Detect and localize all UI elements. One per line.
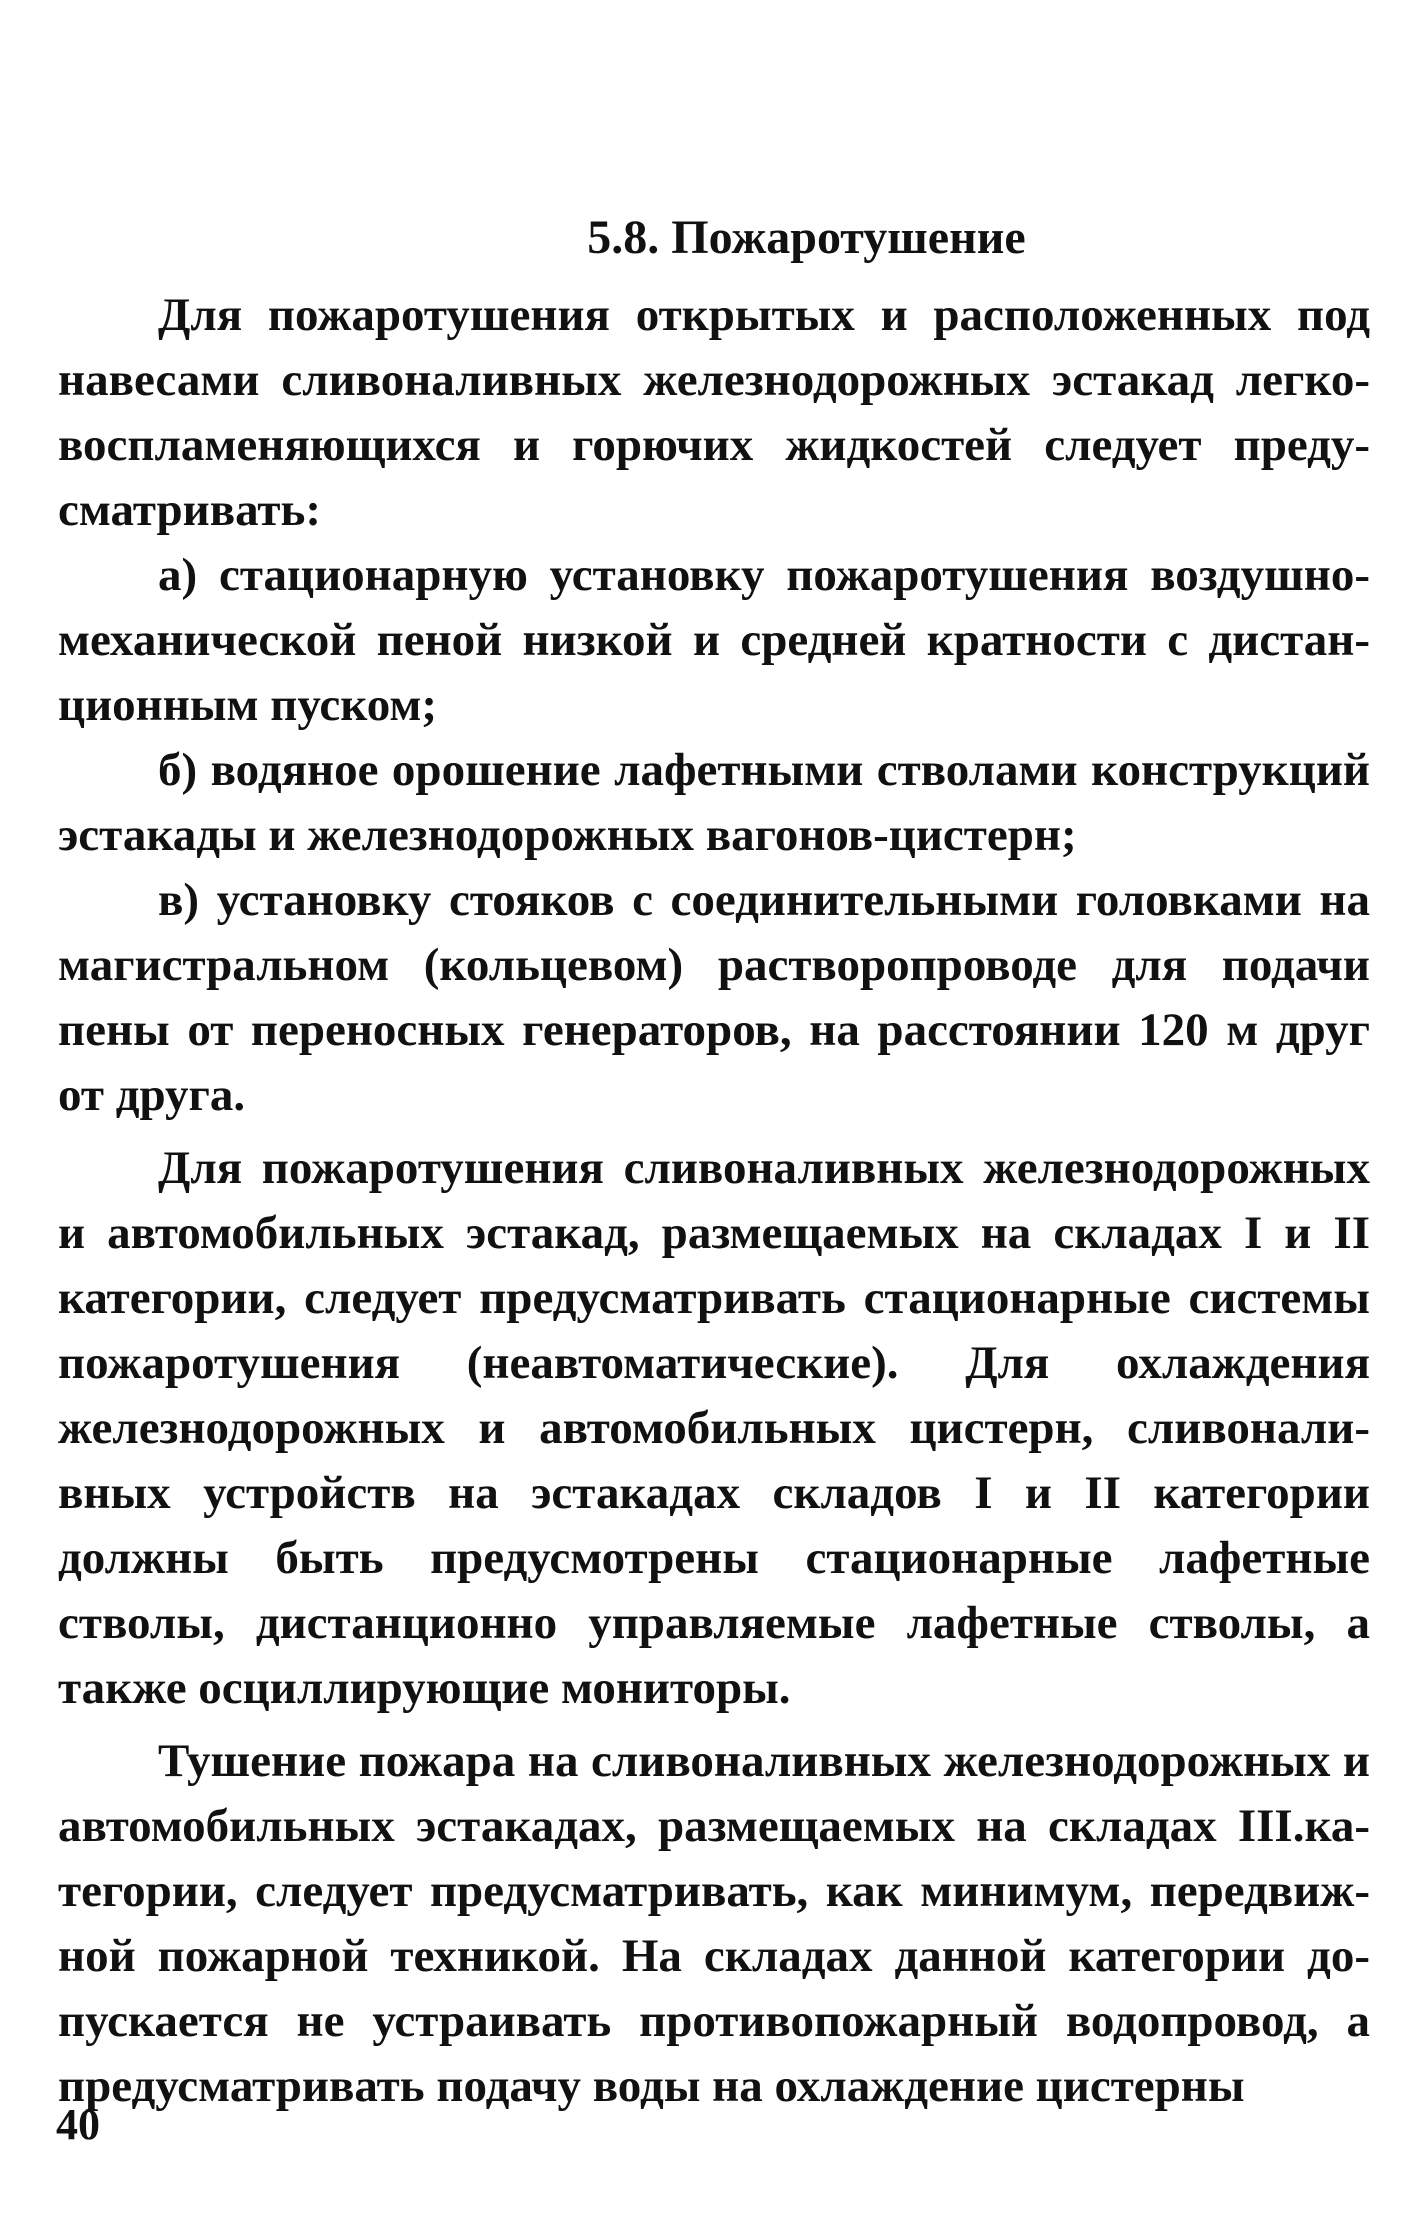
paragraph-intro: Для пожаротушения открытых и расположенных под навесами сливоналивных железнодорожных эстакад легковоспламеняющихся и горючих жидкостей следует предусматривать: [58,289,1370,536]
page-number: 40 [56,2100,100,2149]
page-body [58,205,1370,2119]
paragraph-stationary-systems: Для пожаротушения сливоналивных железнодорожных и автомобильных эстакад, размещаемых на складах I и II категории, следует предусматривать стационарные системы пожаротушения (неавтоматические). Для охлаждения железнодорожных и автомобильных цистерн, сливоналивных устройств на эстакадах складов I и II категории должны быть предусмотрены стационарные лафетные стволы, дистанционно управляемые лафетные стволы, а также осциллирующие мониторы. [58,1142,1370,1714]
paragraph-item-a: а) стационарную установку пожаротушения воздушномеханической пеной низкой и средней кратности с дистанционным пуском; [58,549,1370,731]
paragraph-item-b: б) водяное орошение лафетными стволами конструкций эстакады и железнодорожных вагонов-цистерн; [58,744,1370,861]
paragraph-category-iii: Тушение пожара на сливоналивных железнодорожных и автомобильных эстакадах, размещаемых на складах III.категории, следует предусматривать, как минимум, передвижной пожарной техникой. На складах данной категории допускается не устраивать противопожарный водопровод, а предусматривать подачу воды на охлаждение цистерны [58,1735,1370,2112]
section-heading: 5.8. Пожаротушение [587,211,1026,264]
paragraph-item-c: в) установку стояков с соединительными головками на магистральном (кольцевом) растворопроводе для подачи пены от переносных генераторов, на расстоянии 120 м друг от друга. [58,874,1370,1121]
